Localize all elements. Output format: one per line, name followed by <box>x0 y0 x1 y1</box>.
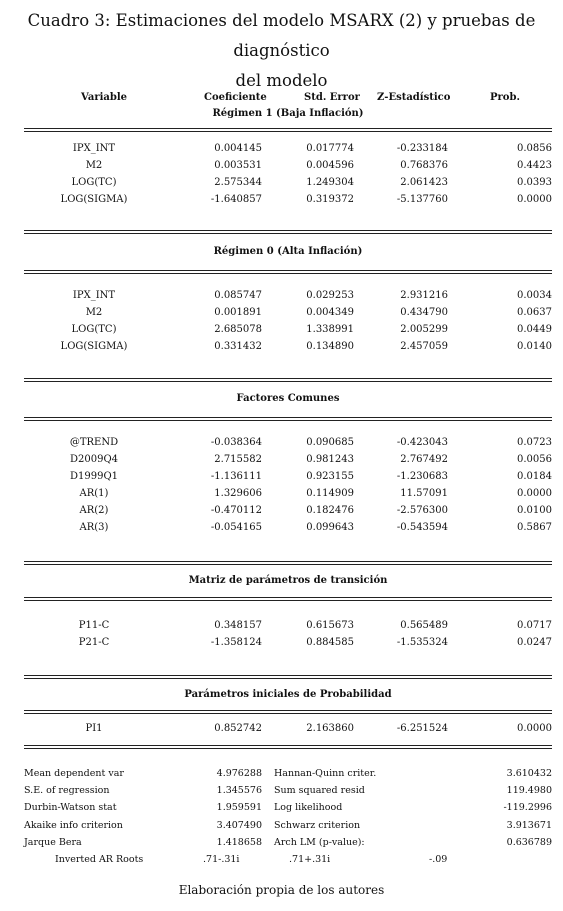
source-note: Elaboración propia de los autores <box>178 883 385 897</box>
section-title-parametros-iniciales: Parámetros iniciales de Probabilidad <box>184 689 392 700</box>
divider <box>24 564 552 565</box>
table-row: AR(1) 1.329606 0.114909 11.57091 0.0000 <box>79 488 552 499</box>
divider <box>24 417 552 418</box>
section-title-factores-comunes: Factores Comunes <box>236 393 340 404</box>
stat-label: Durbin-Watson stat <box>24 802 117 813</box>
table-row: LOG(TC) 2.685078 1.338991 2.005299 0.0449 <box>71 324 552 335</box>
table-row: M2 0.003531 0.004596 0.768376 0.4423 <box>85 160 552 171</box>
table-row: @TREND -0.038364 0.090685 -0.423043 0.0723 <box>69 437 552 448</box>
section-title-regimen-1: Régimen 1 (Baja Inflación) <box>212 108 364 119</box>
ar-root-value: .71+.31i <box>289 854 331 865</box>
stat-label: Hannan-Quinn criter. <box>274 768 377 779</box>
divider <box>24 381 552 382</box>
stat-label: Arch LM (p-value): <box>274 837 365 848</box>
divider <box>24 675 552 676</box>
stat-label: S.E. of regression <box>24 785 110 796</box>
divider <box>24 378 552 379</box>
stat-value: 0.636789 <box>506 837 552 848</box>
stat-label: Sum squared resid <box>274 785 365 796</box>
table-row: P11-C 0.348157 0.615673 0.565489 0.0717 <box>78 620 552 631</box>
divider <box>24 128 552 129</box>
table-row: LOG(SIGMA) 0.331432 0.134890 2.457059 0.0140 <box>60 341 552 352</box>
stat-value: 3.913671 <box>506 820 552 831</box>
table-row: AR(2) -0.470112 0.182476 -2.576300 0.0100 <box>79 505 552 516</box>
header-std-error: Std. Error <box>304 92 360 103</box>
table-row: LOG(TC) 2.575344 1.249304 2.061423 0.0393 <box>71 177 552 188</box>
title-line-2: del modelo <box>235 71 328 90</box>
divider <box>24 710 552 711</box>
stat-value: 3.407490 <box>216 820 262 831</box>
table-row: D2009Q4 2.715582 0.981243 2.767492 0.0056 <box>69 454 552 465</box>
section-title-matriz-transicion: Matriz de parámetros de transición <box>188 575 388 586</box>
stat-value: -119.2996 <box>503 802 552 813</box>
stat-value: 1.418658 <box>216 837 262 848</box>
stat-label: Log likelihood <box>274 802 343 813</box>
stat-label: Mean dependent var <box>24 768 124 779</box>
section-title-regimen-0: Régimen 0 (Alta Inflación) <box>213 246 363 257</box>
divider <box>24 233 552 234</box>
divider <box>24 131 552 132</box>
stat-value: 1.345576 <box>216 785 262 796</box>
ar-root-value: -.09 <box>429 854 448 865</box>
title-line-1: Cuadro 3: Estimaciones del modelo MSARX (2) y pruebas de diagnóstico <box>27 11 536 60</box>
divider <box>24 561 552 562</box>
table-row: AR(3) -0.054165 0.099643 -0.543594 0.5867 <box>79 522 552 533</box>
table-row: IPX_INT 0.004145 0.017774 -0.233184 0.0856 <box>72 143 552 154</box>
table-row: IPX_INT 0.085747 0.029253 2.931216 0.0034 <box>72 290 552 301</box>
divider <box>24 600 552 601</box>
stat-value: 1.959591 <box>216 802 262 813</box>
stat-label: Jarque Bera <box>24 837 82 848</box>
divider <box>24 597 552 598</box>
inverted-ar-roots-label: Inverted AR Roots <box>55 854 144 865</box>
stat-label: Akaike info criterion <box>24 820 123 831</box>
divider <box>24 745 552 746</box>
header-z-estadistico: Z-Estadístico <box>377 92 451 103</box>
stat-value: 119.4980 <box>506 785 552 796</box>
divider <box>24 678 552 679</box>
header-variable: Variable <box>81 92 128 103</box>
table-row: LOG(SIGMA) -1.640857 0.319372 -5.137760 0.0000 <box>60 194 552 205</box>
table-row: P21-C -1.358124 0.884585 -1.535324 0.0247 <box>78 637 552 648</box>
divider <box>24 420 552 421</box>
divider <box>24 748 552 749</box>
divider <box>24 270 552 271</box>
divider <box>24 230 552 231</box>
header-prob: Prob. <box>490 92 520 103</box>
divider <box>24 713 552 714</box>
table-title <box>8 6 555 96</box>
table-row: M2 0.001891 0.004349 0.434790 0.0637 <box>85 307 552 318</box>
stat-value: 3.610432 <box>506 768 552 779</box>
stat-label: Schwarz criterion <box>274 820 361 831</box>
stat-value: 4.976288 <box>216 768 262 779</box>
header-coeficiente: Coeficiente <box>204 92 267 103</box>
ar-root-value: .71-.31i <box>203 854 240 865</box>
divider <box>24 273 552 274</box>
table-row: D1999Q1 -1.136111 0.923155 -1.230683 0.0184 <box>69 471 552 482</box>
table-row: PI1 0.852742 2.163860 -6.251524 0.0000 <box>85 723 552 734</box>
